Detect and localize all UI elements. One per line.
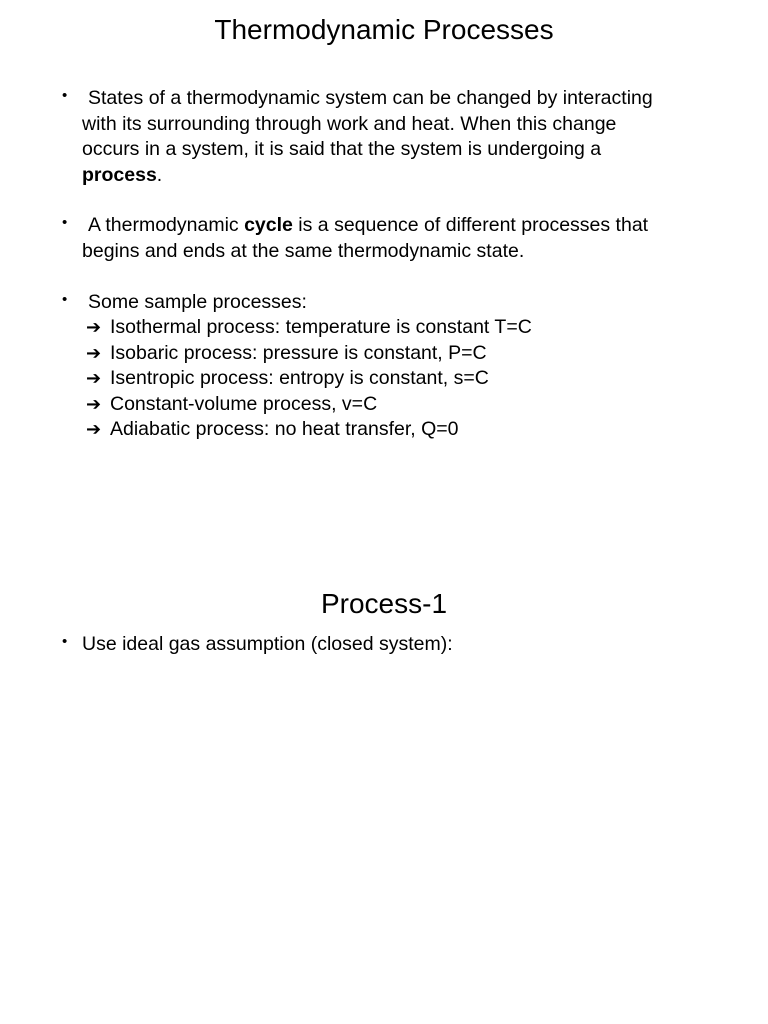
bullet-line: Use ideal gas assumption (closed system): [82,633,453,655]
bullet-line: occurs in a system, it is said that the system is undergoing a [82,138,602,160]
slide-title: Thermodynamic Processes [214,14,554,45]
arrow-right-icon: ➔ [86,317,102,338]
list-item: ➔ Isobaric process: pressure is constant, P=C [86,341,532,367]
arrow-right-icon: ➔ [86,419,102,440]
list-item: ➔ Constant-volume process, v=C [86,392,532,418]
bullet-line: A thermodynamic cycle is a sequence of different processes that [88,214,649,236]
bullet-line: with its surrounding through work and heat. When this change [82,112,617,135]
bold-term: cycle [244,214,293,236]
arrow-right-icon: ➔ [86,368,102,389]
bullet-process-definition [62,86,722,188]
slide-title: Process-1 [320,588,448,619]
bullet-icon: • [62,87,68,104]
arrow-right-icon: ➔ [86,393,102,415]
bullet-sample-processes [62,290,722,316]
bullet-icon: • [62,214,68,231]
bullet-icon: • [62,291,68,308]
bullet-line: begins and ends at the same thermodynamic state. [82,239,525,262]
bullet-ideal-gas [62,632,722,658]
bullet-icon: • [62,633,68,650]
list-item: ➔ Isentropic process: entropy is constant, s=C [86,366,532,392]
process-list [86,315,532,443]
bullet-line: Some sample processes: [88,291,307,313]
bullet-cycle-definition [62,213,722,264]
arrow-right-icon: ➔ [86,342,102,364]
bullet-punctuation: . [156,163,163,186]
list-item: ➔ Adiabatic process: no heat transfer, Q=0 [86,417,532,443]
list-item: ➔ Isothermal process: temperature is constant T=C [86,315,532,341]
bullet-line: States of a thermodynamic system can be changed by interacting [88,87,653,109]
bold-term: process [82,163,157,186]
